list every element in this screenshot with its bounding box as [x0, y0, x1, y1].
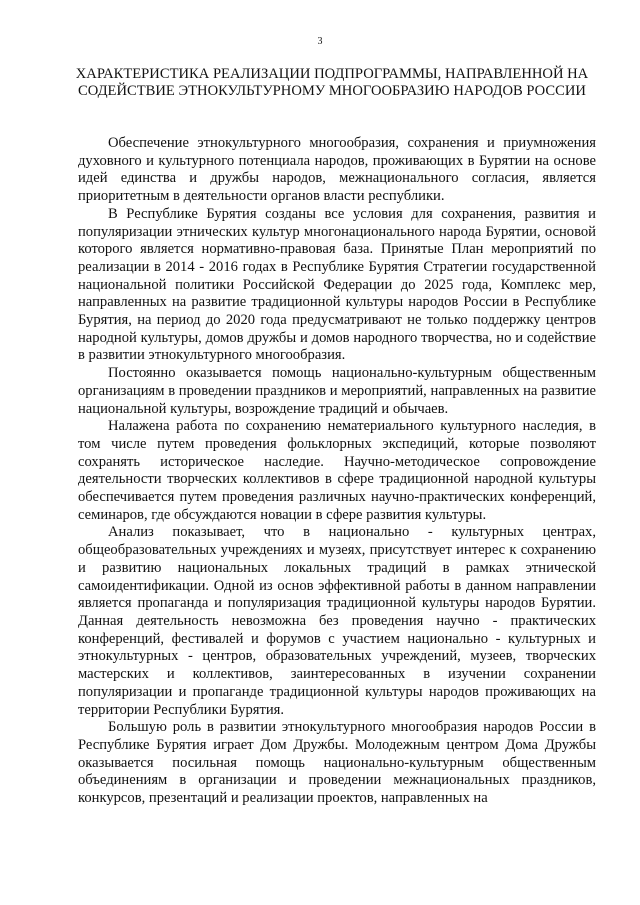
paragraph-6: Большую роль в развитии этнокультурного многообразия народов России в Республике Бурятия играет Дом Дружбы. Молодежным центром Дома Дружбы оказывается посильная помощь национально-культурным общественным объединениям в организации и проведении межнациональных праздников, конкурсов, презентаций и реализации проектов, направленных на — [78, 719, 596, 807]
paragraph-3: Постоянно оказывается помощь национально-культурным общественным организациям в проведении праздников и мероприятий, направленных на развитие национальной культуры, возрождение традиций и обычаев. — [78, 365, 596, 417]
document-title: ХАРАКТЕРИСТИКА РЕАЛИЗАЦИИ ПОДПРОГРАММЫ, НАПРАВЛЕННОЙ НА СОДЕЙСТВИЕ ЭТНОКУЛЬТУРНОМУ МНОГООБРАЗИЮ НАРОДОВ РОССИИ — [75, 66, 589, 99]
paragraph-2: В Республике Бурятия созданы все условия для сохранения, развития и популяризации этнических культур многонационального народа Бурятии, основой которого является нормативно-правовая база. Принятые План мероприятий по реализации в 2014 - 2016 годах в Республике Бурятия Стратегии государственной национальной политики Российской Федерации до 2025 года, Комплекс мер, направленных на развитие традиционной культуры народов России в Республике Бурятия, на период до 2020 года предусматривают не только поддержку центров народной культуры, домов дружбы и домов народного творчества, но и содействие в развитии этнокультурного многообразия. — [78, 205, 596, 364]
paragraph-5: Анализ показывает, что в национально - культурных центрах, общеобразовательных учреждениях и музеях, присутствует интерес к сохранению и развитию национальных локальных традиций в рамках этнической самоидентификации. Одной из основ эффективной работы в данном направлении является пропаганда и популяризация традиционной культуры народов Бурятии. Данная деятельность невозможна без проведения научно - практических конференций, фестивалей и форумов с участием национально - культурных и этнокультурных - центров, образовательных учреждений, музеев, творческих мастерских и коллективов, заинтересованных в изучении сохранении популяризации и пропаганде традиционной культуры народов проживающих на территории Республики Бурятия. — [78, 524, 596, 718]
paragraph-4: Налажена работа по сохранению нематериального культурного наследия, в том числе путем проведения фольклорных экспедиций, которые позволяют сохранять историческое наследие. Научно-методическое сопровождение деятельности творческих коллективов в сфере традиционной народной культуры обеспечивается путем проведения различных научно-практических конференций, семинаров, где обсуждаются новации в сфере развития культуры. — [78, 418, 596, 523]
paragraph-1: Обеспечение этнокультурного многообразия, сохранения и приумножения духовного и культурного потенциала народов, проживающих в Бурятии на основе идей единства и дружбы народов, межнационального согласия, является приоритетным в деятельности органов власти республики. — [78, 135, 596, 205]
page-number: 3 — [317, 36, 323, 47]
document-body — [78, 135, 596, 808]
